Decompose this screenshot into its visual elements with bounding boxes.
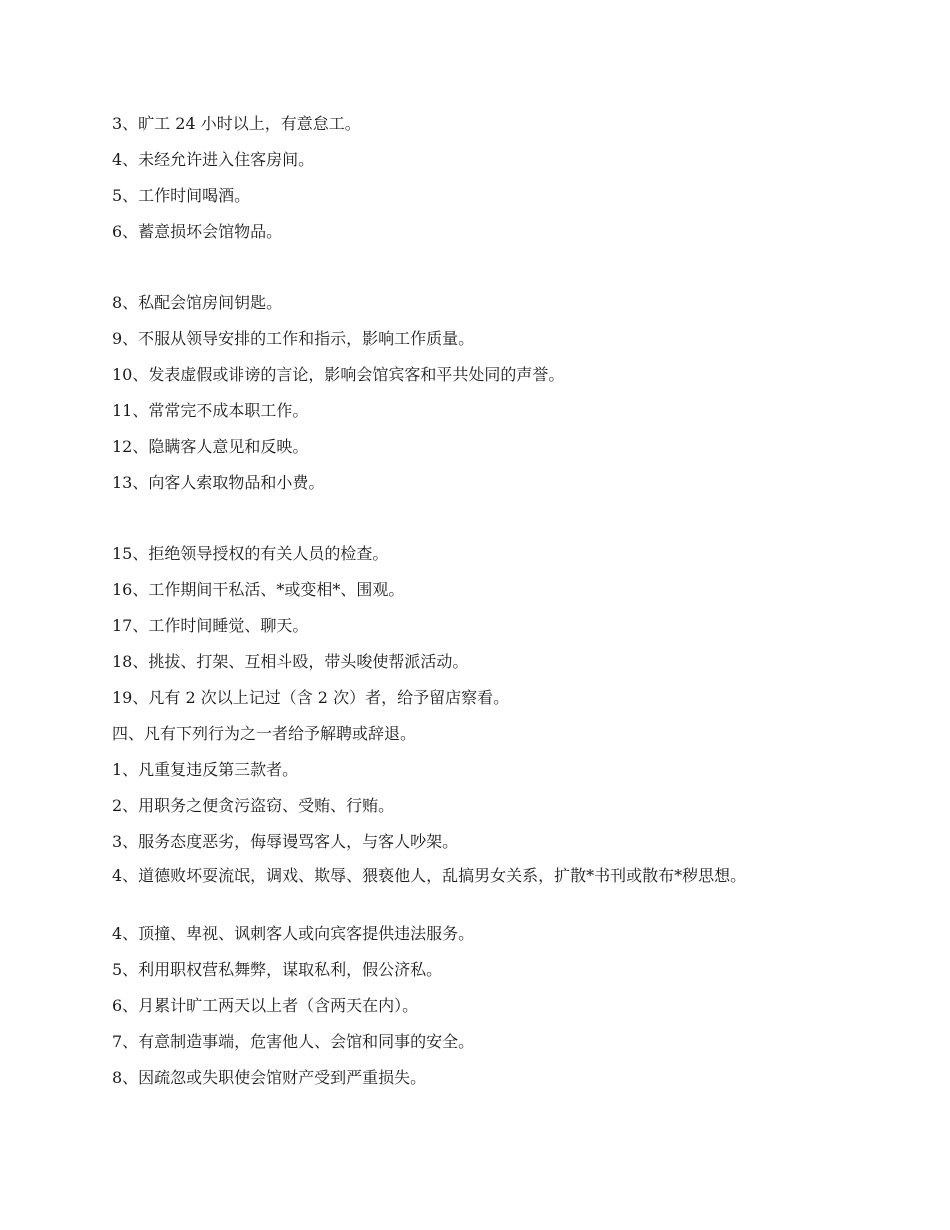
rule-item-12: 12、隐瞒客人意见和反映。: [112, 437, 309, 456]
dismissal-item-2: 2、用职务之便贪污盗窃、受贿、行贿。: [112, 796, 395, 815]
rule-item-18: 18、挑拔、打架、互相斗殴，带头唆使帮派活动。: [112, 652, 469, 671]
rule-item-3: 3、旷工 24 小时以上，有意怠工。: [112, 114, 361, 133]
dismissal-item-8: 8、因疏忽或失职使会馆财产受到严重损失。: [112, 1068, 427, 1087]
dismissal-item-4a: 4、道德败坏耍流氓，调戏、欺辱、猥亵他人，乱搞男女关系，扩散*书刊或散布*秽思想。: [112, 866, 747, 885]
dismissal-item-6: 6、月累计旷工两天以上者（含两天在内）。: [112, 996, 419, 1015]
section-heading-4: 四、凡有下列行为之一者给予解聘或辞退。: [112, 724, 417, 743]
dismissal-item-7: 7、有意制造事端，危害他人、会馆和同事的安全。: [112, 1032, 475, 1051]
rule-item-11: 11、常常完不成本职工作。: [112, 401, 309, 420]
rule-item-16: 16、工作期间干私活、*或变相*、围观。: [112, 580, 405, 599]
rule-item-4: 4、未经允许进入住客房间。: [112, 150, 315, 169]
dismissal-item-1: 1、凡重复违反第三款者。: [112, 760, 299, 779]
dismissal-item-5: 5、利用职权营私舞弊，谋取私利，假公济私。: [112, 960, 443, 979]
dismissal-item-3: 3、服务态度恶劣，侮辱谩骂客人，与客人吵架。: [112, 832, 459, 851]
rule-item-5: 5、工作时间喝酒。: [112, 186, 251, 205]
rule-item-8: 8、私配会馆房间钥匙。: [112, 293, 283, 312]
dismissal-item-4b: 4、顶撞、卑视、讽刺客人或向宾客提供违法服务。: [112, 924, 475, 943]
rule-item-9: 9、不服从领导安排的工作和指示，影响工作质量。: [112, 329, 475, 348]
rule-item-17: 17、工作时间睡觉、聊天。: [112, 616, 309, 635]
rule-item-13: 13、向客人索取物品和小费。: [112, 473, 325, 492]
rule-item-15: 15、拒绝领导授权的有关人员的检查。: [112, 544, 389, 563]
rule-item-10: 10、发表虚假或诽谤的言论，影响会馆宾客和平共处同的声誉。: [112, 365, 565, 384]
rule-item-19: 19、凡有 2 次以上记过（含 2 次）者，给予留店察看。: [112, 688, 510, 707]
rule-item-6: 6、蓄意损坏会馆物品。: [112, 222, 283, 241]
